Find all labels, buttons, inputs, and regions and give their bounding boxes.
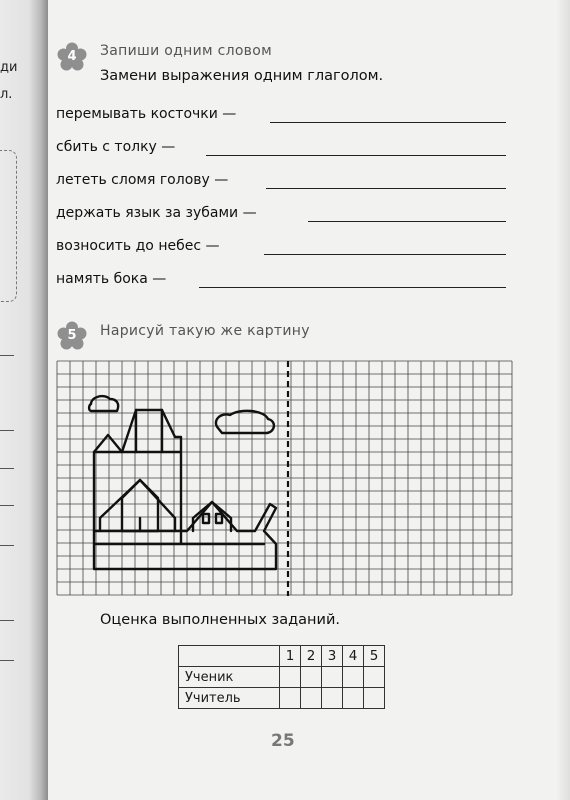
phrase: держать язык за зубами — — [56, 205, 257, 221]
house-picture — [89, 396, 276, 569]
grade-cell[interactable] — [301, 688, 322, 709]
grading-table — [178, 645, 385, 709]
task-title: Запиши одним словом — [100, 43, 272, 59]
task-number: 4 — [67, 49, 77, 64]
grade-cell[interactable] — [280, 688, 301, 709]
phrase: сбить с толку — — [56, 139, 176, 155]
phrase: возносить до небес — — [56, 238, 220, 254]
row-label: Ученик — [179, 667, 280, 688]
grade-cell[interactable] — [301, 667, 322, 688]
column-header: 2 — [301, 646, 322, 667]
phrase: перемывать косточки — — [56, 106, 237, 122]
phrase: намять бока — — [56, 271, 167, 287]
left-cloud — [89, 396, 118, 411]
grade-cell[interactable] — [280, 667, 301, 688]
table-row — [179, 688, 385, 709]
left-page-fragment: ди — [0, 60, 18, 75]
column-header: 5 — [364, 646, 385, 667]
column-header: 4 — [343, 646, 364, 667]
table-row — [179, 667, 385, 688]
column-header: 1 — [280, 646, 301, 667]
grade-cell[interactable] — [364, 667, 385, 688]
grade-cell[interactable] — [322, 688, 343, 709]
grade-cell[interactable] — [343, 667, 364, 688]
small-house-roof — [100, 480, 175, 531]
table-corner-cell — [179, 646, 280, 667]
column-header: 3 — [322, 646, 343, 667]
grade-cell[interactable] — [322, 667, 343, 688]
grade-cell[interactable] — [343, 688, 364, 709]
table-row — [179, 646, 385, 667]
grade-cell[interactable] — [364, 688, 385, 709]
task-number: 5 — [67, 328, 77, 343]
ground-lines — [94, 531, 264, 544]
row-label: Учитель — [179, 688, 280, 709]
right-house-window — [203, 514, 209, 523]
left-page-fragment: л. — [0, 87, 13, 102]
grid-lines — [57, 361, 512, 595]
grading-label: Оценка выполненных заданий. — [100, 612, 340, 628]
phrase: лететь сломя голову — — [56, 172, 229, 188]
page-number: 25 — [271, 731, 295, 751]
task-title: Нарисуй такую же картину — [100, 323, 310, 339]
task-instruction: Замени выражения одним глаголом. — [100, 68, 384, 84]
right-house-window — [216, 514, 222, 523]
